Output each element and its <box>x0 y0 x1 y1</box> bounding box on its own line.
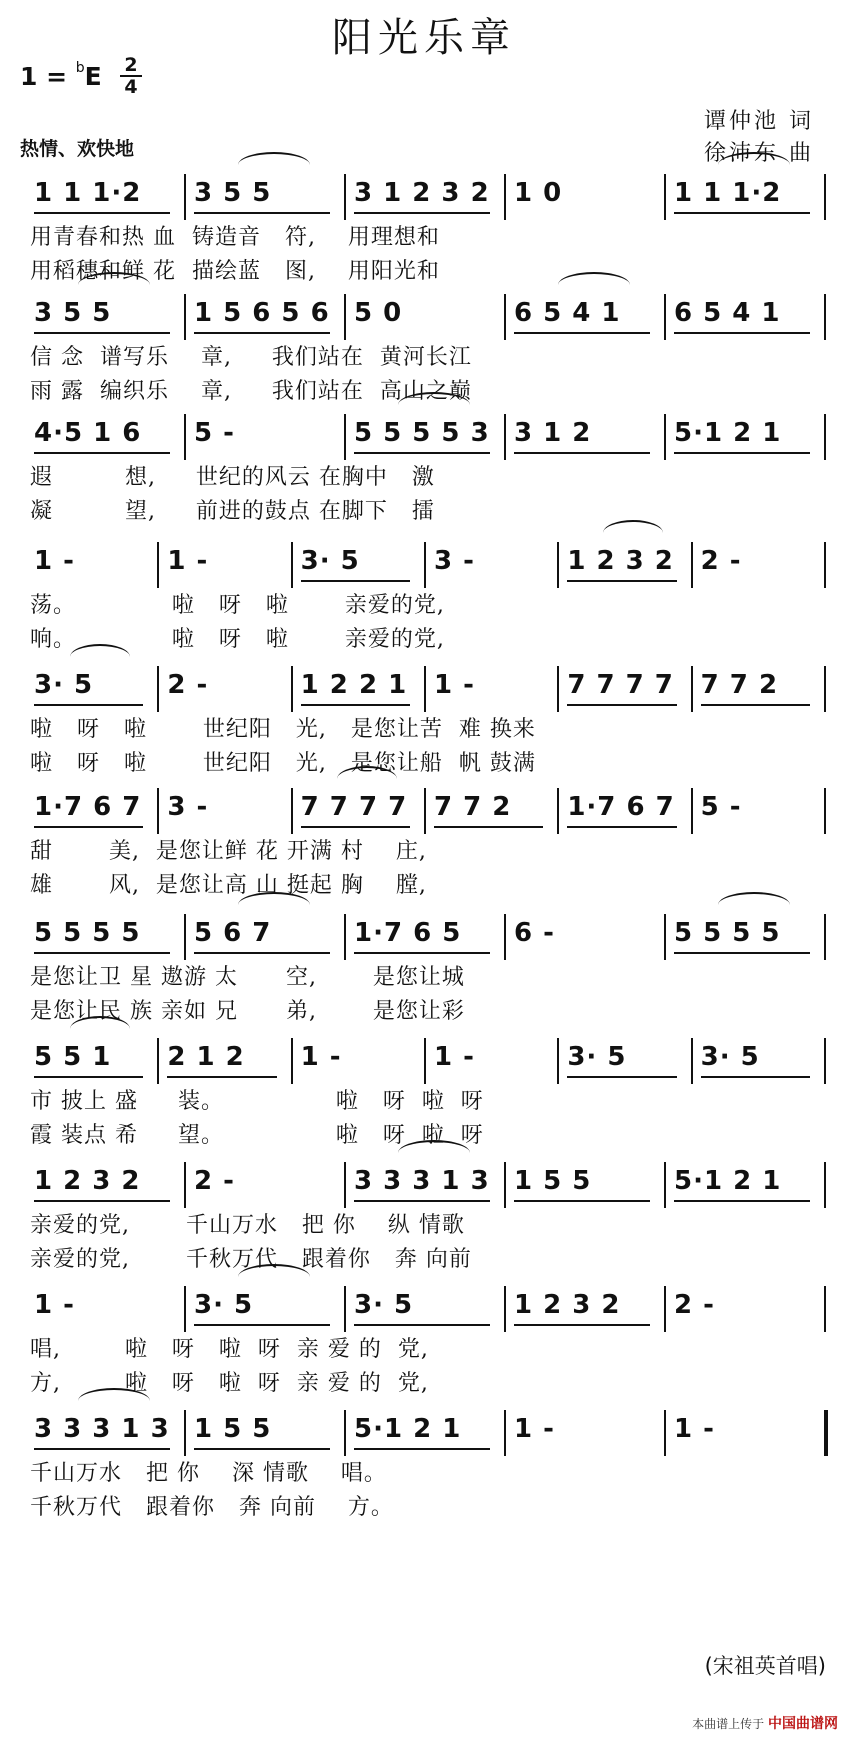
beam-underline <box>34 332 170 334</box>
barline <box>504 1410 506 1456</box>
beam-underline <box>194 1448 330 1450</box>
score-system <box>30 1284 830 1404</box>
barline <box>824 542 826 588</box>
footer-watermark <box>692 1713 838 1733</box>
key-prefix: 1 = <box>20 62 76 91</box>
barline <box>291 666 293 712</box>
barline <box>557 788 559 834</box>
slur-arc <box>238 1264 310 1290</box>
beam-underline <box>34 452 170 454</box>
measure-notes: 5·1 2 1 <box>674 418 782 448</box>
measure-notes: 1 - <box>514 1414 555 1444</box>
measure-notes: 1 0 <box>514 178 563 208</box>
beam-underline <box>674 212 810 214</box>
barline <box>184 414 186 460</box>
score-system <box>30 540 830 660</box>
measure-notes: 1 - <box>434 670 475 700</box>
barline <box>824 1038 826 1084</box>
beam-underline <box>34 1200 170 1202</box>
beam-underline <box>354 1200 490 1202</box>
measure-notes: 5 - <box>700 792 742 822</box>
beam-underline <box>301 580 410 582</box>
measure-notes: 3 3 3 1 3 <box>34 1414 170 1444</box>
lyric-line: 雄 风, 是您让高 山 挺起 胸 膛, <box>30 873 427 898</box>
beam-underline <box>701 1076 810 1078</box>
lyric-line: 荡。 啦 呀 啦 亲爱的党, <box>30 593 445 618</box>
barline <box>424 542 426 588</box>
measure-notes: 3· 5 <box>300 546 360 576</box>
measure-notes: 1 - <box>34 546 75 576</box>
measure-notes: 2 - <box>167 670 209 700</box>
meter-bottom: 4 <box>124 76 138 98</box>
barline <box>664 1410 666 1456</box>
beam-underline <box>674 332 810 334</box>
barline <box>504 294 506 340</box>
score-system <box>30 664 830 784</box>
measure-notes: 2 - <box>674 1290 715 1320</box>
barline <box>184 1286 186 1332</box>
footer-site: 中国曲谱网 <box>768 1716 838 1732</box>
barline <box>344 174 346 220</box>
barline <box>424 1038 426 1084</box>
measure-notes: 1 - <box>300 1042 342 1072</box>
slur-arc <box>238 892 310 918</box>
measure-notes: 3 1 2 <box>514 418 592 448</box>
beam-underline <box>674 452 810 454</box>
lyric-line: 啦 呀 啦 世纪阳 光, 是您让船 帆 鼓满 <box>30 751 536 776</box>
beam-underline <box>354 1448 490 1450</box>
barline <box>157 666 159 712</box>
measure-notes: 1 5 6 5 6 <box>194 298 330 328</box>
beam-underline <box>194 332 330 334</box>
measure-notes: 7 7 2 <box>434 792 512 822</box>
barline <box>691 666 693 712</box>
barline <box>504 414 506 460</box>
measure-notes: 7 7 2 <box>700 670 779 700</box>
slur-arc <box>70 644 130 670</box>
barline <box>344 914 346 960</box>
measure-notes: 1·7 6 7 <box>567 792 675 822</box>
measure-notes: 3· 5 <box>34 670 94 700</box>
lyric-line: 用青春和热 血 铸造音 符, 用理想和 <box>30 225 440 250</box>
barline <box>184 914 186 960</box>
barline <box>157 788 159 834</box>
slur-arc <box>398 392 470 418</box>
slur-arc <box>718 892 790 918</box>
measure-notes: 1 - <box>34 1290 75 1320</box>
measure-notes: 1 - <box>434 1042 475 1072</box>
beam-underline <box>194 212 330 214</box>
beam-underline <box>34 1076 143 1078</box>
measure-notes: 1 1 1·2 <box>674 178 782 208</box>
score-system <box>30 172 830 292</box>
barline <box>824 914 826 960</box>
beam-underline <box>301 826 410 828</box>
barline <box>344 294 346 340</box>
beam-underline <box>514 1200 650 1202</box>
lyric-line: 唱, 啦 呀 啦 呀 亲 爱 的 党, <box>30 1337 429 1362</box>
measure-notes: 3· 5 <box>354 1290 414 1320</box>
measure-notes: 3 3 3 1 3 <box>354 1166 490 1196</box>
measure-notes: 1 1 1·2 <box>34 178 142 208</box>
lyric-line: 信 念 谱写乐 章, 我们站在 黄河长江 <box>30 345 472 370</box>
beam-underline <box>34 826 143 828</box>
beam-underline <box>567 826 676 828</box>
performer-credit: (宋祖英首唱) <box>704 1654 826 1678</box>
barline <box>157 542 159 588</box>
score-system <box>30 912 830 1032</box>
barline <box>344 1410 346 1456</box>
barline <box>291 788 293 834</box>
beam-underline <box>301 704 410 706</box>
measure-notes: 3 1 2 3 2 <box>354 178 490 208</box>
beam-underline <box>514 452 650 454</box>
beam-underline <box>167 1076 276 1078</box>
measure-notes: 1 2 3 2 <box>34 1166 141 1196</box>
measure-notes: 3· 5 <box>194 1290 254 1320</box>
barline <box>557 542 559 588</box>
barline <box>664 914 666 960</box>
barline <box>424 788 426 834</box>
lyricist-credit: 谭仲池 词 <box>704 109 814 134</box>
slur-arc <box>398 1140 470 1166</box>
lyric-line: 凝 望, 前进的鼓点 在脚下 擂 <box>30 499 435 524</box>
composer-credit: 徐沛东 曲 <box>704 141 814 166</box>
measure-notes: 7 7 7 7 <box>300 792 408 822</box>
barline <box>691 1038 693 1084</box>
beam-underline <box>354 1324 490 1326</box>
measure-notes: 3 - <box>167 792 209 822</box>
barline <box>344 1162 346 1208</box>
lyric-line: 用稻穗和鲜 花 描绘蓝 图, 用阳光和 <box>30 259 440 284</box>
lyric-line: 千秋万代 跟着你 奔 向前 方。 <box>30 1495 394 1520</box>
measure-notes: 1 5 5 <box>514 1166 592 1196</box>
barline <box>184 294 186 340</box>
slur-arc <box>603 520 663 546</box>
slur-arc <box>558 272 630 298</box>
tempo-marking: 热情、欢快地 <box>20 138 135 160</box>
measure-notes: 5 5 5 5 <box>34 918 141 948</box>
final-barline <box>824 1410 828 1456</box>
measure-notes: 5 0 <box>354 298 403 328</box>
barline <box>664 1286 666 1332</box>
barline <box>824 788 826 834</box>
beam-underline <box>567 1076 676 1078</box>
barline <box>184 174 186 220</box>
meter-top: 2 <box>124 54 138 76</box>
measure-notes: 6 5 4 1 <box>674 298 781 328</box>
measure-notes: 3 5 5 <box>194 178 272 208</box>
slur-arc <box>78 1388 150 1414</box>
key-letter: E <box>84 62 102 91</box>
measure-notes: 1 5 5 <box>194 1414 272 1444</box>
score-system <box>30 412 830 532</box>
key-signature <box>20 59 102 91</box>
barline <box>504 914 506 960</box>
measure-notes: 6 - <box>514 918 555 948</box>
beam-underline <box>674 952 810 954</box>
barline <box>824 1162 826 1208</box>
measure-notes: 3· 5 <box>567 1042 627 1072</box>
measure-notes: 2 1 2 <box>167 1042 245 1072</box>
measure-notes: 2 - <box>700 546 742 576</box>
slur-arc <box>78 272 150 298</box>
lyric-line: 啦 呀 啦 世纪阳 光, 是您让苦 难 换来 <box>30 717 536 742</box>
measure-notes: 5 5 5 5 3 <box>354 418 490 448</box>
beam-underline <box>514 1324 650 1326</box>
beam-underline <box>514 332 650 334</box>
barline <box>184 1410 186 1456</box>
barline <box>664 294 666 340</box>
slur-arc <box>70 1016 130 1042</box>
beam-underline <box>567 704 676 706</box>
lyric-line: 亲爱的党, 千山万水 把 你 纵 情歌 <box>30 1213 465 1238</box>
score-system <box>30 786 830 906</box>
measure-notes: 1·7 6 7 <box>34 792 142 822</box>
slur-arc <box>718 152 790 178</box>
barline <box>664 414 666 460</box>
song-title: 阳光乐章 <box>332 15 516 61</box>
measure-notes: 6 5 4 1 <box>514 298 621 328</box>
measure-notes: 3 5 5 <box>34 298 112 328</box>
barline <box>824 1286 826 1332</box>
measure-notes: 5·1 2 1 <box>674 1166 782 1196</box>
barline <box>824 414 826 460</box>
measure-notes: 7 7 7 7 <box>567 670 674 700</box>
lyric-line: 是您让卫 星 遨游 太 空, 是您让城 <box>30 965 465 990</box>
beam-underline <box>34 1448 170 1450</box>
measure-notes: 1 - <box>167 546 209 576</box>
slur-arc <box>238 152 310 178</box>
measure-notes: 3 - <box>434 546 475 576</box>
beam-underline <box>354 952 490 954</box>
barline <box>824 666 826 712</box>
flat-sign: b <box>75 59 85 76</box>
lyric-line: 是您让民 族 亲如 兄 弟, 是您让彩 <box>30 999 465 1024</box>
measure-notes: 3· 5 <box>700 1042 760 1072</box>
lyric-line: 霞 装点 希 望。 啦 呀 啦 呀 <box>30 1123 484 1148</box>
beam-underline <box>34 212 170 214</box>
lyric-line: 亲爱的党, 千秋万代 跟着你 奔 向前 <box>30 1247 472 1272</box>
measure-notes: 5 - <box>194 418 235 448</box>
barline <box>291 542 293 588</box>
lyric-line: 市 披上 盛 装。 啦 呀 啦 呀 <box>30 1089 484 1114</box>
barline <box>157 1038 159 1084</box>
measure-notes: 1 2 3 2 <box>567 546 674 576</box>
lyric-line: 方, 啦 呀 啦 呀 亲 爱 的 党, <box>30 1371 429 1396</box>
lyric-line: 响。 啦 呀 啦 亲爱的党, <box>30 627 445 652</box>
score-system <box>30 1036 830 1156</box>
barline <box>291 1038 293 1084</box>
beam-underline <box>194 1324 330 1326</box>
barline <box>824 174 826 220</box>
measure-notes: 1 2 3 2 <box>514 1290 621 1320</box>
measure-notes: 1 2 2 1 <box>300 670 408 700</box>
barline <box>691 542 693 588</box>
measure-notes: 5 5 5 5 <box>674 918 781 948</box>
beam-underline <box>354 452 490 454</box>
beam-underline <box>34 704 143 706</box>
barline <box>344 414 346 460</box>
beam-underline <box>354 212 490 214</box>
score-system <box>30 1160 830 1280</box>
barline <box>664 1162 666 1208</box>
beam-underline <box>434 826 543 828</box>
barline <box>664 174 666 220</box>
slur-arc <box>337 766 397 792</box>
barline <box>557 1038 559 1084</box>
barline <box>504 1286 506 1332</box>
barline <box>424 666 426 712</box>
beam-underline <box>34 952 170 954</box>
measure-notes: 5·1 2 1 <box>354 1414 462 1444</box>
measure-notes: 5 5 1 <box>34 1042 112 1072</box>
barline <box>557 666 559 712</box>
measure-notes: 5 6 7 <box>194 918 272 948</box>
lyric-line: 遐 想, 世纪的风云 在胸中 激 <box>30 465 435 490</box>
beam-underline <box>674 1200 810 1202</box>
time-signature <box>120 56 142 96</box>
barline <box>184 1162 186 1208</box>
barline <box>504 174 506 220</box>
beam-underline <box>701 704 810 706</box>
beam-underline <box>194 952 330 954</box>
footer-prefix: 本曲谱上传于 <box>692 1717 765 1731</box>
measure-notes: 1·7 6 5 <box>354 918 462 948</box>
score-system <box>30 1408 830 1528</box>
beam-underline <box>567 580 676 582</box>
lyric-line: 千山万水 把 你 深 情歌 唱。 <box>30 1461 387 1486</box>
barline <box>824 294 826 340</box>
barline <box>504 1162 506 1208</box>
measure-notes: 2 - <box>194 1166 235 1196</box>
barline <box>344 1286 346 1332</box>
measure-notes: 1 - <box>674 1414 715 1444</box>
lyric-line: 雨 露 编织乐 章, 我们站在 高山之巅 <box>30 379 472 404</box>
measure-notes: 4·5 1 6 <box>34 418 142 448</box>
barline <box>691 788 693 834</box>
lyric-line: 甜 美, 是您让鲜 花 开满 村 庄, <box>30 839 427 864</box>
